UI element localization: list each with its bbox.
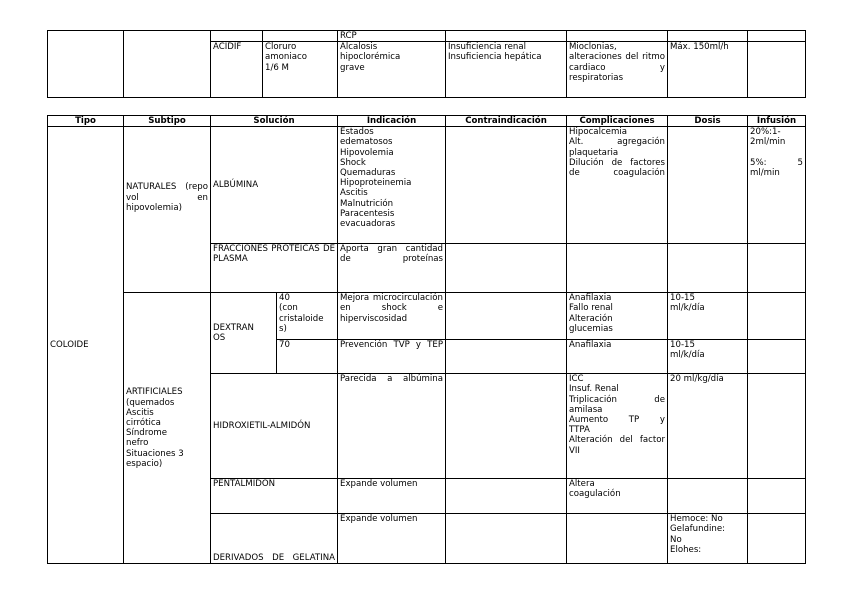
solucion-cell	[211, 31, 263, 42]
header-tipo: Tipo	[48, 116, 124, 127]
complicacion-dilucion: Dilución de factores de coagulación	[569, 157, 666, 179]
contraindicacion-dextrano-70	[446, 340, 567, 374]
complicacion-ttpa: TTPA	[569, 425, 590, 436]
subtipo-naturales: NATURALES (repo vol en hipovolemia)	[124, 127, 211, 293]
tipo-coloide: COLOIDE	[48, 127, 124, 564]
indicacion-dextrano-70: Prevención TVP y TEP	[338, 340, 446, 374]
complicacion-factor-vii: Alteración del factor VII	[569, 435, 666, 456]
dosis-dextrano-40: 10-15 ml/k/día	[668, 293, 748, 340]
acidif-complicaciones: Mioclonias, alteraciones del ritmo cardiaco y respiratorias	[567, 42, 668, 98]
solucion-fracciones: FRACCIONES PROTEICAS DE PLASMA	[211, 244, 338, 293]
infusion-5: 5%: 5 ml/min	[750, 157, 804, 178]
dosis-albumina	[668, 127, 748, 244]
infusion-dextrano-40	[748, 293, 806, 340]
indicacion-cell: RCP	[338, 31, 446, 42]
header-subtipo: Subtipo	[124, 116, 211, 127]
solucion-dextranos: DEXTRAN OS	[211, 293, 277, 374]
subtipo-artificiales: ARTIFICIALES (quemados Ascitis cirrótica Síndrome nefro Situaciones 3 espacio)	[124, 293, 211, 564]
complicacion-icc: ICC Insuf. Renal	[569, 374, 619, 395]
complicacion-amilasa: Triplicación de amilasa	[569, 394, 666, 415]
acidif-solucion: ACIDIF	[211, 42, 263, 98]
dosis-gelatina: Hemoce: No Gelafundine: No Elohes:	[668, 514, 748, 564]
table-row	[48, 127, 806, 244]
contraindicacion-albumina	[446, 127, 567, 244]
solucion-hidroxietil: HIDROXIETIL-ALMIDÓN	[211, 374, 338, 479]
subsolucion-cell	[263, 31, 338, 42]
header-complicaciones: Complicaciones	[567, 116, 668, 127]
indicacion-fracciones: Aporta gran cantidad de proteínas	[338, 244, 446, 293]
acidif-subsolucion: Cloruro amoniaco 1/6 M	[263, 42, 338, 98]
dosis-cell	[668, 31, 748, 42]
indicacion-pentalmidon: Expande volumen	[338, 479, 446, 514]
subtipo-cell	[124, 31, 211, 98]
coloides-table	[47, 115, 806, 564]
infusion-gelatina	[748, 514, 806, 564]
contraindicacion-cell	[446, 31, 567, 42]
infusion-dextrano-70	[748, 340, 806, 374]
infusion-20: 20%:1-2ml/min	[750, 127, 786, 148]
header-contraindicacion: Contraindicación	[446, 116, 567, 127]
header-infusion: Infusión	[748, 116, 806, 127]
acidif-contraindicacion: Insuficiencia renal Insuficiencia hepática	[446, 42, 567, 98]
complicaciones-dextrano-40: Anafilaxia Fallo renal Alteración glucemias	[567, 293, 668, 340]
solucion-albumina: ALBÚMINA	[211, 127, 338, 244]
table-header-row	[48, 116, 806, 127]
infusion-fracciones	[748, 244, 806, 293]
contraindicacion-hidroxietil	[446, 374, 567, 479]
solucion-gelatina: DERIVADOS DE GELATINA	[211, 514, 338, 564]
contraindicacion-pentalmidon	[446, 479, 567, 514]
acidif-indicacion: Alcalosis hipoclorémica grave	[338, 42, 446, 98]
indicacion-albumina: Estados edematosos Hipovolemia Shock Quemaduras Hipoproteinemia Ascitis Malnutrición Paracentesis evacuadoras	[338, 127, 446, 244]
indicacion-hidroxietil: Parecida a albúmina	[338, 374, 446, 479]
acidif-infusion	[748, 42, 806, 98]
complicacion-tp: Aumento TP y	[569, 415, 666, 426]
header-solucion: Solución	[211, 116, 338, 127]
complicaciones-hidroxietil	[567, 374, 668, 479]
infusion-hidroxietil	[748, 374, 806, 479]
dextrano-40: 40 (con cristaloide s)	[277, 293, 338, 340]
dosis-fracciones	[668, 244, 748, 293]
infusion-pentalmidon	[748, 479, 806, 514]
complicaciones-gelatina	[567, 514, 668, 564]
complicaciones-fracciones	[567, 244, 668, 293]
dosis-pentalmidon	[668, 479, 748, 514]
table-row	[48, 293, 806, 340]
header-dosis: Dosis	[668, 116, 748, 127]
solucion-pentalmidon: PENTALMIDÓN	[211, 479, 338, 514]
indicacion-gelatina: Expande volumen	[338, 514, 446, 564]
contraindicacion-gelatina	[446, 514, 567, 564]
fluids-table-continuation	[47, 30, 806, 98]
complicaciones-albumina	[567, 127, 668, 244]
acidif-dosis: Máx. 150ml/h	[668, 42, 748, 98]
header-indicacion: Indicación	[338, 116, 446, 127]
contraindicacion-dextrano-40	[446, 293, 567, 340]
infusion-cell	[748, 31, 806, 42]
complicacion-agregacion: Alt. agregación plaquetaria	[569, 137, 666, 158]
complicaciones-pentalmidon: Altera coagulación	[567, 479, 668, 514]
dosis-dextrano-70: 10-15 ml/k/día	[668, 340, 748, 374]
dextrano-70: 70	[277, 340, 338, 374]
complicaciones-dextrano-70: Anafilaxia	[567, 340, 668, 374]
contraindicacion-fracciones	[446, 244, 567, 293]
indicacion-dextrano-40: Mejora microcirculación en shock e hiperviscosidad	[338, 293, 446, 340]
dosis-hidroxietil: 20 ml/kg/día	[668, 374, 748, 479]
tipo-cell	[48, 31, 124, 98]
infusion-albumina	[748, 127, 806, 244]
complicaciones-cell	[567, 31, 668, 42]
complicacion-hipocalcemia: Hipocalcemia	[569, 127, 627, 138]
